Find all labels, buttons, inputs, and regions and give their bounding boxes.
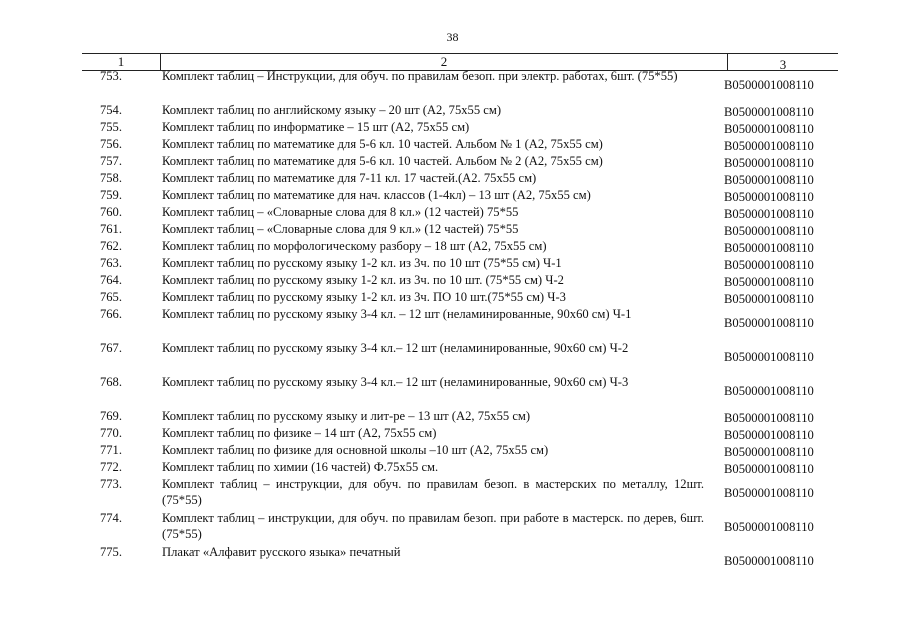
- row-number: 760.: [99, 205, 122, 219]
- table-body: [82, 69, 838, 579]
- row-number: 757.: [99, 154, 122, 168]
- row-description: Комплект таблиц по физике – 14 шт (A2, 75x55 см): [162, 426, 437, 440]
- row-number: 771.: [99, 443, 122, 457]
- row-description: Комплект таблиц по русскому языку 1-2 кл. из 3ч. ПО 10 шт.(75*55 см) Ч-3: [162, 290, 566, 304]
- row-number: 770.: [99, 426, 122, 440]
- row-number: 756.: [99, 137, 122, 151]
- table-row: [82, 103, 838, 120]
- row-code: B0500001008110: [724, 240, 814, 255]
- row-number: 759.: [99, 188, 122, 202]
- row-code: B0500001008110: [724, 223, 814, 238]
- table-row: [82, 120, 838, 137]
- row-code: B0500001008110: [724, 104, 814, 119]
- table-row: [82, 256, 838, 273]
- row-code: B0500001008110: [724, 486, 814, 501]
- row-code: B0500001008110: [724, 461, 814, 476]
- row-code: B0500001008110: [724, 138, 814, 153]
- row-number: 769.: [99, 409, 122, 423]
- table-row: [82, 171, 838, 188]
- row-code: B0500001008110: [724, 427, 814, 442]
- row-number: 763.: [99, 256, 122, 270]
- row-code: B0500001008110: [724, 257, 814, 272]
- table-row: [82, 205, 838, 222]
- table-row: [82, 341, 838, 375]
- table-row: [82, 188, 838, 205]
- table-row: [82, 545, 838, 579]
- table-row: [82, 290, 838, 307]
- table-row: [82, 273, 838, 290]
- row-description: Комплект таблиц по английскому языку – 20 шт (A2, 75x55 см): [162, 103, 502, 117]
- table-row: [82, 375, 838, 409]
- row-code: B0500001008110: [724, 274, 814, 289]
- header-col-1: 1: [82, 54, 161, 70]
- row-description: Комплект таблиц по математике для 5-6 кл. 10 частей. Альбом № 2 (A2, 75x55 см): [162, 154, 603, 168]
- row-number: 758.: [99, 171, 122, 185]
- table-row: [82, 307, 838, 341]
- row-code: B0500001008110: [724, 384, 814, 399]
- row-description: Комплект таблиц по математике для 5-6 кл. 10 частей. Альбом № 1 (A2, 75x55 см): [162, 137, 603, 151]
- row-description: Комплект таблиц по физике для основной школы –10 шт (A2, 75x55 см): [162, 443, 549, 457]
- row-number: 761.: [99, 222, 122, 236]
- row-number: 767.: [99, 341, 122, 355]
- table-row: [82, 69, 838, 103]
- row-number: 772.: [99, 460, 122, 474]
- row-description: Комплект таблиц по русскому языку 3-4 кл.– 12 шт (неламинированные, 90x60 см) Ч-2: [162, 341, 629, 355]
- row-code: B0500001008110: [724, 316, 814, 331]
- row-description: Комплект таблиц – инструкции, для обуч. по правилам безоп. при работе в мастерск. по дерев, 6шт. (75*55): [162, 511, 704, 541]
- row-number: 773.: [99, 477, 122, 491]
- row-description: Комплект таблиц по морфологическому разбору – 18 шт (A2, 75x55 см): [162, 239, 547, 253]
- row-code: B0500001008110: [724, 189, 814, 204]
- header-col-3: 3: [779, 57, 787, 72]
- table-row: [82, 154, 838, 171]
- header-col-2: 2: [161, 54, 728, 70]
- row-code: B0500001008110: [724, 350, 814, 365]
- table-row: [82, 409, 838, 426]
- table-row: [82, 222, 838, 239]
- row-number: 766.: [99, 307, 122, 321]
- row-number: 754.: [99, 103, 122, 117]
- table-row: [82, 443, 838, 460]
- row-code: B0500001008110: [724, 121, 814, 136]
- row-description: Комплект таблиц по химии (16 частей) Ф.75x55 см.: [162, 460, 439, 474]
- table-row: [82, 460, 838, 477]
- row-code: B0500001008110: [724, 410, 814, 425]
- table-row: [82, 511, 838, 545]
- row-number: 768.: [99, 375, 122, 389]
- row-number: 775.: [99, 545, 122, 559]
- row-description: Комплект таблиц по русскому языку 3-4 кл.– 12 шт (неламинированные, 90x60 см) Ч-3: [162, 375, 629, 389]
- row-description: Комплект таблиц по русскому языку 1-2 кл. из 3ч. по 10 шт (75*55 см) Ч-1: [162, 256, 562, 270]
- row-code: B0500001008110: [724, 520, 814, 535]
- row-description: Комплект таблиц – «Словарные слова для 9 кл.» (12 частей) 75*55: [162, 222, 519, 236]
- row-description: Комплект таблиц – инструкции, для обуч. по правилам безоп. в мастерских по металлу, 12шт. (75*55): [162, 477, 704, 507]
- row-description: Комплект таблиц – Инструкции, для обуч. по правилам безоп. при электр. работах, 6шт. (75*55): [162, 69, 678, 83]
- row-description: Комплект таблиц по русскому языку и лит-ре – 13 шт (A2, 75x55 см): [162, 409, 531, 423]
- row-description: Комплект таблиц по русскому языку 3-4 кл. – 12 шт (неламинированные, 90x60 см) Ч-1: [162, 307, 632, 321]
- table-row: [82, 239, 838, 256]
- row-description: Комплект таблиц по информатике – 15 шт (A2, 75x55 см): [162, 120, 470, 134]
- row-number: 764.: [99, 273, 122, 287]
- row-code: B0500001008110: [724, 206, 814, 221]
- row-number: 753.: [99, 69, 122, 83]
- row-number: 755.: [99, 120, 122, 134]
- row-code: B0500001008110: [724, 554, 814, 569]
- row-code: B0500001008110: [724, 291, 814, 306]
- row-code: B0500001008110: [724, 155, 814, 170]
- row-description: Плакат «Алфавит русского языка» печатный: [162, 545, 401, 559]
- row-description: Комплект таблиц – «Словарные слова для 8 кл.» (12 частей) 75*55: [162, 205, 519, 219]
- row-description: Комплект таблиц по математике для нач. классов (1-4кл) – 13 шт (A2, 75x55 см): [162, 188, 591, 202]
- row-description: Комплект таблиц по математике для 7-11 кл. 17 частей.(A2. 75x55 см): [162, 171, 537, 185]
- table-row: [82, 137, 838, 154]
- row-number: 765.: [99, 290, 122, 304]
- table-row: [82, 426, 838, 443]
- row-description: Комплект таблиц по русскому языку 1-2 кл. из 3ч. по 10 шт. (75*55 см) Ч-2: [162, 273, 564, 287]
- row-code: B0500001008110: [724, 444, 814, 459]
- page-number: 38: [446, 30, 459, 44]
- table-row: [82, 477, 838, 511]
- row-code: B0500001008110: [724, 172, 814, 187]
- row-number: 762.: [99, 239, 122, 253]
- row-code: B0500001008110: [724, 78, 814, 93]
- row-number: 774.: [99, 511, 122, 525]
